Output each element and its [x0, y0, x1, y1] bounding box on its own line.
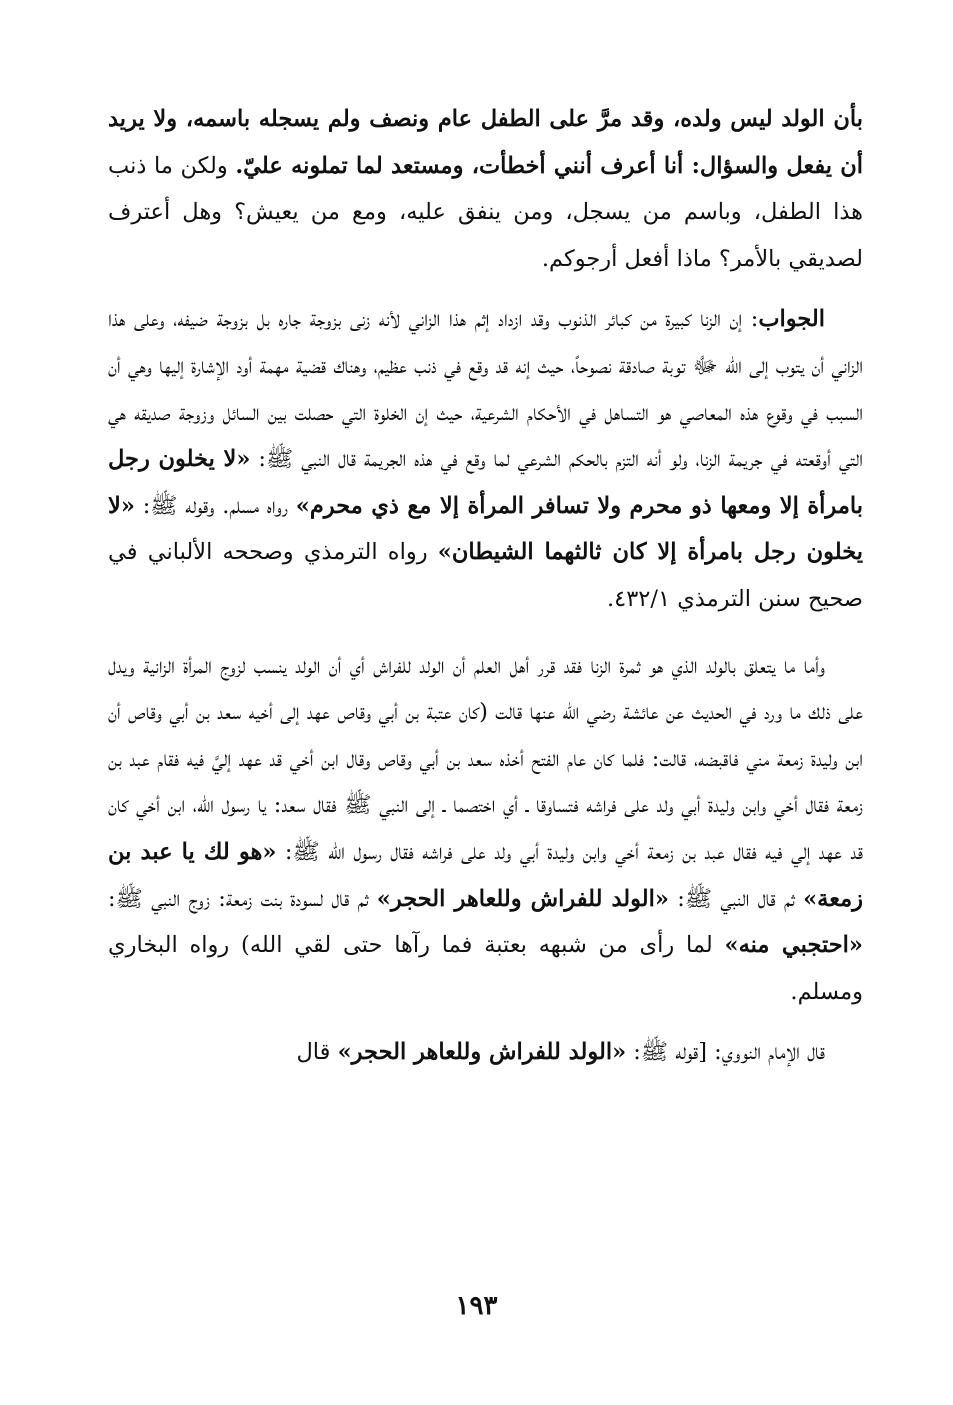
hadith-quote: «احتجبي منه» [724, 932, 863, 959]
nawawi-paragraph [108, 1029, 863, 1076]
text-segment: ولكن ما ذنب هذا الطفل، وباسم من يسجل، ومن ينفق عليه، ومع من يعيش؟ وهل أعترف لصديقي بالأمر؟ ماذا أفعل أرجوكم. [108, 152, 863, 272]
text-segment: رواه مسلم. وقوله ﷺ: [134, 492, 296, 519]
answer-label: الجواب [758, 306, 825, 333]
hadith-quote: «لا يخلون رجل بامرأة إلا كان ثالثهما الشيطان» [108, 492, 863, 566]
text-segment: ثم قال النبي ﷺ: [668, 885, 804, 912]
text-segment: قال الإمام النووي: [قوله ﷺ: [626, 1039, 825, 1066]
text-segment: قال [296, 1039, 338, 1066]
answer-paragraph [108, 296, 863, 622]
page-number: ١٩٣ [455, 1291, 498, 1321]
page-body [108, 96, 863, 1076]
text-segment: لما رأى من شبهه بعتبة فما رآها حتى لقي الله) رواه البخاري ومسلم. [108, 932, 863, 1005]
hadith-quote: «لا يخلون رجل بامرأة إلا ومعها ذو محرم ولا تسافر المرأة إلا مع ذي محرم» [108, 446, 863, 519]
question-paragraph [108, 96, 863, 282]
child-ruling-paragraph [108, 643, 863, 1016]
text-segment: وأما ما يتعلق بالولد الذي هو ثمرة الزنا فقد قرر أهل العلم أن الولد للفراش أي أن الولد ينسب لزوج المرأة الزانية ويدل على ذلك ما ورد في الحديث عن عائشة رضي الله عنها قالت (كان عتبة بن أبي وقاص عهد إلى أخيه سعد بن أبي وقاص أن ابن وليدة زمعة مني فاقبضه، قالت: فلما كان عام الفتح أخذه سعد بن أبي وقاص وقال ابن أخي قد عهد إليَّ فيه فقام عبد بن زمعة فقال أخي وابن وليدة أبي ولد على فراشه فتساوقا ـ أي اختصما ـ إلى النبي ﷺ فقال سعد: يا رسول الله، ابن أخي كان قد عهد إلي فيه فقال عبد بن زمعة أخي وابن وليدة أبي ولد على فراشه فقال رسول الله ﷺ: [108, 652, 863, 865]
text-segment: رواه الترمذي وصححه الألباني في صحيح سنن الترمذي ٤٣٢/١. [108, 539, 863, 612]
text-segment-bold: بأن الولد ليس ولده، وقد مرَّ على الطفل عام ونصف ولم يسجله باسمه، ولا يريد أن يفعل والسؤال: أنا أعرف أنني أخطأت، ومستعد لما تملونه عليّ. [108, 106, 864, 179]
hadith-quote: «هو لك يا عبد بن زمعة» [108, 838, 863, 912]
hadith-quote: «الولد للفراش وللعاهر الحجر» [337, 1039, 627, 1066]
hadith-quote: «الولد للفراش وللعاهر الحجر» [376, 885, 669, 912]
text-segment: ثم قال لسودة بنت زمعة: زوج النبي ﷺ: [108, 885, 377, 912]
text-segment: : إن الزنا كبيرة من كبائر الذنوب وقد ازداد إثم هذا الزاني لأنه زنى بزوجة جاره بل بزوجة ضيفه، وعلى هذا الزاني أن يتوب إلى الله ﷻ توبة صادقة نصوحاً، حيث إنه قد وقع في ذنب عظيم، وهناك قضية مهمة أود الإشارة إليها وهي أن السبب في وقوع هذه المعاصي هو التساهل في الأحكام الشرعية، حيث إن الخلوة التي حصلت بين السائل وزوجة صديقه هي التي أوقعته في جريمة الزنا، ولو أنه التزم بالحكم الشرعي لما وقع في هذه الجريمة قال النبي ﷺ: [108, 306, 863, 473]
